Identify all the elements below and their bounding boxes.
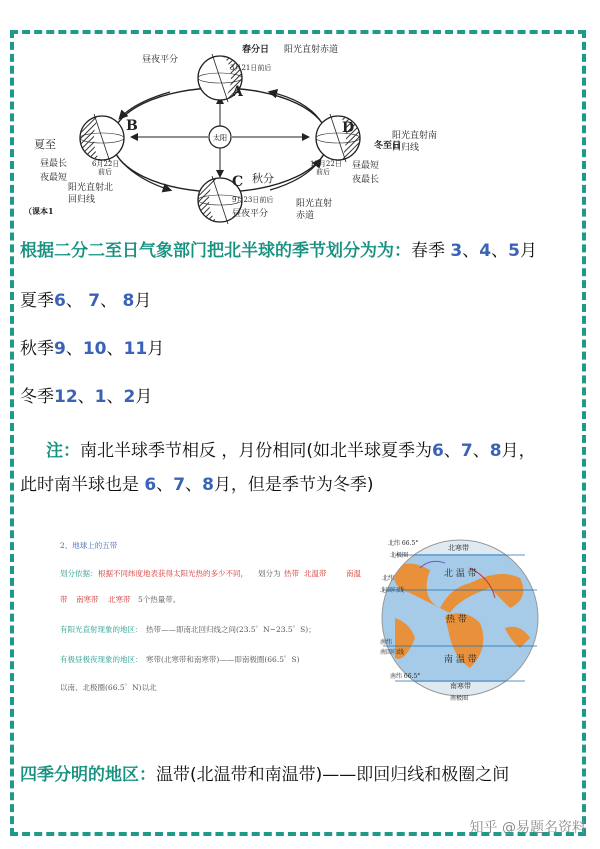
separator: 、 xyxy=(106,339,124,359)
note-month-2: 7 xyxy=(460,441,473,461)
summer-month-2: 7 xyxy=(88,291,101,311)
spring-month-2: 4 xyxy=(479,241,492,261)
label-winter-night-long: 夜最长 xyxy=(352,175,380,185)
seasons-heading-line xyxy=(20,236,537,261)
winter-month-1: 12 xyxy=(54,387,78,407)
label-winter-date-2: 前后 xyxy=(316,168,330,176)
summer-month-1: 6 xyxy=(54,291,66,311)
zones-basis-mid: 划分为 xyxy=(258,569,281,578)
label-winter-day-short: 昼最短 xyxy=(352,161,380,171)
direct-sun-text: 热带——即南北回归线之间(23.5゜N~23.5゜S)； xyxy=(146,625,316,634)
globe-north-lat: 北纬 xyxy=(382,575,395,582)
autumn-month-3: 11 xyxy=(123,339,148,359)
polar-text: 寒带(北寒带和南寒带)——即南极圈(66.5゜S) xyxy=(146,655,300,664)
label-equal-day-night-top: 昼夜平分 xyxy=(142,55,179,65)
separator: 、 xyxy=(472,441,490,461)
label-direct-equator-top: 阳光直射赤道 xyxy=(284,45,339,55)
note2-month-2: 7 xyxy=(173,475,186,495)
label-summer-day-long: 昼最长 xyxy=(40,159,68,169)
label-winter-direct-2: 回归线 xyxy=(392,143,420,153)
zones-basis-end: 5个热量带。 xyxy=(138,595,181,604)
watermark: 知乎 @易题名资料 xyxy=(469,820,586,836)
temperate-text: 温带(北温带和南温带)——即回归线和极圈之间 xyxy=(156,765,510,785)
zone-north-frigid: 北寒带 xyxy=(108,595,131,604)
label-summer-date-1: 6月22日 xyxy=(92,160,120,168)
label-point-b: B xyxy=(126,118,138,134)
zone-north-temperate: 北温带 xyxy=(304,569,327,578)
temperate-heading: 四季分明的地区： xyxy=(20,765,156,785)
polar-label: 有极昼极夜现象的地区： xyxy=(60,655,143,664)
separator: 、 xyxy=(65,291,83,311)
spring-month-1: 3 xyxy=(450,241,463,261)
summer-month-3: 8 xyxy=(122,291,135,311)
note-month-3: 8 xyxy=(489,441,502,461)
earth-orbit-diagram xyxy=(20,40,438,230)
label-spring-equinox: 春分日 xyxy=(242,45,270,55)
separator: 、 xyxy=(156,475,174,495)
label-autumn-direct-2: 赤道 xyxy=(296,211,315,221)
globe-south-lat: 南纬 xyxy=(380,639,393,646)
globe-north-pole-circle: 北极圈 xyxy=(390,552,409,559)
winter-line xyxy=(20,382,152,407)
zone-south-temperate: 南温 xyxy=(346,569,361,578)
zones-basis-text: 根据不同纬度地表获得太阳光热的多少不同， xyxy=(98,569,248,578)
spring-month-3: 5 xyxy=(508,241,520,261)
note-line-1 xyxy=(46,436,536,461)
direct-sun-label: 有阳光直射现象的地区： xyxy=(60,625,143,634)
winter-month-2: 1 xyxy=(94,387,107,407)
note-text-1: 南北半球季节相反 ，月份相同(如北半球夏季为 xyxy=(80,441,433,461)
label-point-c: C xyxy=(232,174,244,190)
note2-month-3: 8 xyxy=(202,475,214,495)
globe-north-lat-665: 北纬 66.5° xyxy=(388,540,419,547)
summer-line xyxy=(20,286,151,311)
autumn-label: 秋季 xyxy=(20,339,54,359)
note-line-2 xyxy=(20,470,374,495)
label-winter-solstice: 冬至日 xyxy=(374,141,402,151)
note2-month-1: 6 xyxy=(144,475,157,495)
globe-north-temperate: 北 温 带 xyxy=(444,569,477,579)
globe-north-frigid: 北寒带 xyxy=(448,544,469,552)
note-text-2-end: 月，但是季节为冬季) xyxy=(213,475,374,495)
autumn-month-2: 10 xyxy=(82,339,107,359)
label-point-d: D xyxy=(342,120,355,136)
zones-basis-label: 划分依据： xyxy=(60,569,98,578)
separator: 、 xyxy=(77,387,95,407)
separator: 、 xyxy=(462,241,480,261)
separator: 、 xyxy=(65,339,83,359)
globe-south-temperate: 南 温 带 xyxy=(444,655,477,665)
label-summer-direct-2: 回归线 xyxy=(68,195,96,205)
zone-south-frigid: 南寒带 xyxy=(76,595,99,604)
month-suffix: 月 xyxy=(135,387,153,407)
separator: 、 xyxy=(491,241,509,261)
label-autumn-date: 9月23日前后 xyxy=(232,196,274,204)
winter-label: 冬季 xyxy=(20,387,54,407)
label-autumn-direct-1: 阳光直射 xyxy=(296,199,333,209)
label-winter-date-1: 12月22日 xyxy=(310,160,342,168)
label-autumn-equinox: 秋分 xyxy=(252,172,274,185)
seasons-heading: 根据二分二至日气象部门把北半球的季节划分为为： xyxy=(20,241,411,261)
note-label: 注： xyxy=(46,441,80,461)
earth-b-icon xyxy=(80,114,124,162)
summer-label: 夏季 xyxy=(20,291,54,311)
temperate-heading-line xyxy=(20,760,509,785)
globe-south-frigid: 南寒带 xyxy=(450,682,471,690)
label-summer-night-short: 夜最短 xyxy=(40,173,68,183)
label-spring-date: 3月21日前后 xyxy=(230,64,272,72)
globe-tropic-cancer: 北回归线 xyxy=(380,587,405,594)
sun-label: 太阳 xyxy=(213,134,227,142)
winter-month-3: 2 xyxy=(123,387,136,407)
polar-text-2: 以南、北极圈(66.5゜N)以北 xyxy=(60,683,157,692)
zones-title: 2、地球上的五带 xyxy=(60,541,118,550)
month-suffix: 月 xyxy=(134,291,152,311)
label-winter-direct-1: 阳光直射南 xyxy=(392,131,438,141)
separator: 、 xyxy=(106,387,124,407)
label-summer-solstice: 夏至 xyxy=(34,138,56,151)
label-textbook: （课本1 xyxy=(24,206,54,216)
month-suffix: 月 xyxy=(519,241,537,261)
globe-tropical: 热 带 xyxy=(446,615,467,625)
globe-tropic-capricorn: 南回归线 xyxy=(380,649,405,656)
note-text-1-end: 月， xyxy=(501,441,536,461)
globe-south-pole-circle: 南极圈 xyxy=(450,695,469,702)
autumn-month-1: 9 xyxy=(54,339,66,359)
label-point-a: A xyxy=(232,84,243,100)
note-text-2: 此时南半球也是 xyxy=(20,475,145,495)
separator: 、 xyxy=(100,291,118,311)
month-suffix: 月 xyxy=(147,339,165,359)
separator: 、 xyxy=(185,475,203,495)
label-summer-date-2: 前后 xyxy=(98,168,112,176)
note-month-1: 6 xyxy=(432,441,444,461)
globe-south-lat-665: 南纬 66.5° xyxy=(390,673,421,680)
label-autumn-equal: 昼夜平分 xyxy=(232,209,269,219)
label-summer-direct-1: 阳光直射北 xyxy=(68,183,114,193)
zone-tropical: 热带 xyxy=(284,569,299,578)
spring-label: 春季 xyxy=(411,241,451,261)
five-zones-figure xyxy=(50,528,550,703)
autumn-line xyxy=(20,334,164,359)
zone-south-temperate-2: 带 xyxy=(60,595,68,604)
separator: 、 xyxy=(443,441,461,461)
